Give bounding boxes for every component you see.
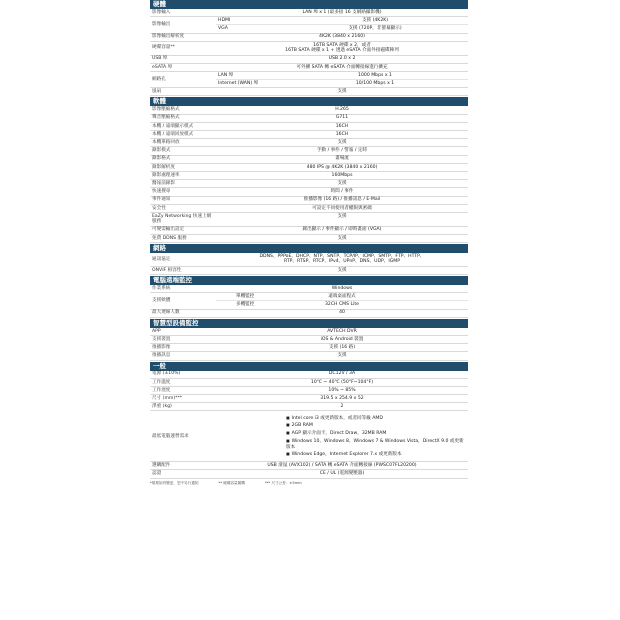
spec-sublabel: HDMI: [216, 17, 282, 25]
section-header-general: 一般: [150, 362, 468, 371]
spec-label: 通訊協定: [152, 256, 171, 262]
spec-value: 1000 Mbps x 1: [282, 72, 468, 80]
spec-row: [150, 56, 468, 64]
spec-row: [150, 72, 468, 88]
section-header-mobile: 智慧型設備監控: [150, 319, 468, 328]
spec-row: [150, 336, 468, 344]
footnote: *** 尺寸公差：±5mm: [264, 480, 302, 485]
general-rows: [150, 371, 468, 412]
spec-label: 影像輸入: [152, 9, 171, 15]
spec-row: [150, 470, 468, 478]
spec-value: 10℃ ~ 40℃ (50°F~104°F): [310, 379, 374, 385]
spec-label: 最低電腦運營需求: [152, 433, 189, 439]
spec-label: eSATA 埠: [152, 64, 173, 70]
spec-row: [150, 131, 468, 139]
spec-row: [150, 411, 468, 462]
spec-value: 319.5 x 254.9 x 52: [320, 395, 364, 401]
spec-value: 支援: [337, 267, 347, 273]
spec-row: [150, 227, 468, 235]
spec-value: Windows: [331, 285, 353, 291]
spec-label: 聲音壓縮格式: [152, 115, 180, 121]
spec-value: 支援: [337, 235, 347, 241]
spec-row: [150, 172, 468, 180]
spec-value: iOS & Android 裝置: [320, 336, 364, 342]
spec-label: 事件通知: [152, 197, 171, 203]
spec-row: [150, 379, 468, 387]
spec-value: DC12V / 3A: [328, 371, 356, 377]
section-header-pc: 電腦遠端監控: [150, 276, 468, 285]
spec-value: 支援 (4K2K): [282, 17, 468, 25]
spec-sublabel: LAN 埠: [216, 72, 282, 80]
spec-label: 最大連線人數: [152, 310, 180, 316]
spec-label: 支援軟體: [152, 298, 171, 304]
spec-value: USB 2.0 x 2: [328, 56, 356, 62]
spec-row: [150, 64, 468, 72]
spec-values: [216, 293, 468, 308]
spec-label: 硬碟容量**: [152, 45, 175, 51]
spec-label: 錄影解析度: [152, 164, 175, 170]
spec-sublabel: 多機監控: [236, 302, 255, 308]
spec-value: G711: [335, 115, 349, 121]
spec-row: [150, 352, 468, 360]
spec-value: DDNS、PPPoE、DHCP、NTP、SNTP、TCP/IP、ICMP、SMTP、FTP、HTTP、: [259, 253, 425, 259]
spec-value: 160Mbps: [331, 172, 353, 178]
spec-row: [150, 188, 468, 196]
spec-label: 風扇: [152, 89, 162, 95]
spec-row: [150, 267, 468, 275]
footnote: ** 硬碟容量隨機: [218, 480, 245, 485]
spec-value: 推播影像 (16 路) / 推播訊息 / E-Mail: [303, 197, 381, 203]
spec-label: 尺寸 (mm)***: [152, 395, 183, 401]
spec-label: 錄影格式: [152, 156, 171, 162]
spec-value: 支援: [337, 180, 347, 186]
spec-value: 支援 (720P，非螢幕顯示): [348, 26, 402, 32]
spec-row: [150, 106, 468, 114]
spec-label: 工作溼度: [152, 387, 171, 393]
spec-row: [150, 387, 468, 395]
spec-values: [282, 72, 468, 87]
spec-value: 支援: [337, 140, 347, 146]
spec-label: 工作溫度: [152, 379, 171, 385]
spec-row: [150, 235, 468, 243]
section-header-hardware: 硬體: [150, 0, 468, 9]
spec-label: 錄影模式: [152, 148, 171, 154]
spec-value: 40: [339, 310, 345, 316]
spec-row: [150, 403, 468, 411]
pc-requirements-list: [216, 411, 468, 461]
spec-row: [150, 462, 468, 470]
spec-value: LAN 埠 x 1 (最多接 16 支網路攝影機): [302, 9, 382, 15]
spec-label: 推播訊息: [152, 353, 171, 359]
spec-row: [150, 9, 468, 17]
requirement-item: ■ Windows 10、Windows 8、Windows 7 & Windows Vista，DirectX 9.0 或更新版本: [286, 438, 464, 450]
spec-sublabel: 單機監控: [234, 293, 290, 301]
spec-label: 免費 DDNS 服務: [152, 235, 187, 241]
spec-label: 本機 / 遠端回放模式: [152, 131, 194, 137]
spec-row: [150, 34, 468, 42]
spec-row: [150, 164, 468, 172]
spec-row: [150, 197, 468, 205]
spec-label: 淨重 (kg): [152, 404, 172, 410]
spec-label: 本機單路回放: [152, 140, 180, 146]
spec-row: [150, 17, 468, 33]
spec-value: H.265: [335, 107, 349, 113]
spec-label: 本機 / 遠端顯示模式: [152, 123, 194, 129]
spec-value: 可外擴 SATA 轉 eSATA 介面轉接線進行擴充: [296, 64, 388, 70]
spec-row: [150, 156, 468, 164]
spec-sheet: [150, 0, 468, 486]
spec-value: 2: [340, 404, 344, 410]
spec-label: 安全性: [152, 205, 166, 211]
spec-row: [150, 328, 468, 336]
spec-value: RTP、RTSP、RTCP、IPv4、UPnP、DNS、UDP、IGMP: [283, 259, 401, 265]
spec-label: 認證: [152, 471, 162, 477]
spec-label: 影像輸出解析度: [152, 34, 185, 40]
spec-row: [150, 344, 468, 352]
spec-value: CE / UL (電源變壓器): [319, 471, 365, 477]
spec-label: 快速搜尋: [152, 189, 171, 195]
spec-value: 遠端桌面程式: [216, 293, 468, 301]
spec-row: [150, 371, 468, 379]
spec-value: 16CH: [335, 131, 349, 137]
spec-value: 錄出顯示 / 事件顯示 / 即時畫面 (VGA): [302, 227, 382, 233]
spec-sublabel: VGA: [218, 26, 228, 32]
spec-label: 影像壓縮格式: [152, 107, 180, 113]
spec-label: 電源 (±10%): [152, 371, 181, 377]
requirement-item: ■ 2GB RAM: [286, 422, 464, 429]
footnote: *規格如有變更，恕不另行通知: [150, 480, 199, 485]
requirement-item: ■ Windows Edge，Internet Explorer 7.x 或更新版本: [286, 451, 464, 458]
section-header-network: 網路: [150, 244, 468, 253]
spec-value: 支援: [337, 353, 347, 359]
spec-row: [150, 395, 468, 403]
spec-value: 手動 / 事件 / 警報 / 定時: [316, 148, 368, 154]
spec-label: 醫報前錄影: [152, 180, 175, 186]
spec-label: 推播影像: [152, 344, 171, 350]
spec-values: [282, 17, 468, 32]
spec-value: 32CH CMS Lite: [325, 302, 359, 308]
spec-row: [150, 310, 468, 318]
requirement-item: ■ AGP 顯示介面卡，Direct Draw，32MB RAM: [286, 430, 464, 437]
spec-sublabels: [216, 17, 282, 32]
spec-label: 網路孔: [152, 76, 166, 82]
spec-label: 錄影處理速率: [152, 172, 180, 178]
spec-label: 支援裝置: [152, 336, 171, 342]
spec-row: [150, 147, 468, 155]
spec-sublabels: [216, 72, 282, 87]
spec-value: 時間 / 事件: [330, 189, 354, 195]
spec-value: 4K2K (3840 x 2160): [319, 34, 365, 40]
spec-row: [150, 115, 468, 123]
spec-label: APP: [152, 328, 161, 334]
software-rows: [150, 106, 468, 243]
spec-value: 可設定不同使用者權限與密碼: [312, 205, 372, 211]
spec-label: 可變需輸出設定: [152, 227, 185, 233]
spec-value: 10% ~ 85%: [328, 387, 356, 393]
spec-value: 畫場流: [335, 156, 349, 162]
spec-value: 10/100 Mbps x 1: [355, 80, 395, 86]
footnotes: [150, 481, 468, 486]
spec-value: 480 IPS @ 4K2K (3840 x 2160): [306, 164, 378, 170]
spec-row: [150, 293, 468, 309]
spec-value: USB 滑鼠 (AVX102) / SATA 轉 eSATA 介面轉接線 (PWSC07FL20200): [267, 462, 417, 468]
spec-row: [150, 139, 468, 147]
spec-sublabel: Internet (WAN) 埠: [218, 80, 259, 86]
spec-value: 16CH: [335, 123, 349, 129]
spec-label: 選購配件: [152, 462, 171, 468]
spec-value: 16TB SATA 硬碟 x 2，或者: [313, 42, 371, 48]
spec-value: AVTECH DVR: [327, 328, 357, 334]
spec-row: [150, 180, 468, 188]
spec-value: 支援: [337, 89, 347, 95]
spec-row: [150, 285, 468, 293]
spec-label: 作業系統: [152, 285, 171, 291]
spec-label: ONVIF 相容性: [152, 267, 182, 273]
requirement-item: ■ Intel core i3 或更新版本，或者同等級 AMD: [286, 415, 464, 422]
spec-label: 影像輸出: [152, 22, 171, 28]
spec-row: [150, 253, 468, 267]
spec-value: 16TB SATA 硬碟 x 1 + 透過 eSATA 介面外接磁碟陣列: [285, 48, 399, 54]
spec-value: 支援 (16 路): [328, 344, 356, 350]
spec-value: 支援: [337, 213, 347, 219]
spec-label: USB 埠: [152, 56, 168, 62]
mobile-rows: [150, 328, 468, 361]
spec-values: [216, 253, 468, 266]
spec-row: [150, 205, 468, 213]
spec-label: EaZy Networking 快速上網服務: [152, 213, 212, 225]
spec-row: [150, 88, 468, 96]
spec-row: [150, 213, 468, 227]
spec-row: [150, 42, 468, 56]
section-header-software: 軟體: [150, 97, 468, 106]
spec-values: [216, 42, 468, 55]
spec-row: [150, 123, 468, 131]
